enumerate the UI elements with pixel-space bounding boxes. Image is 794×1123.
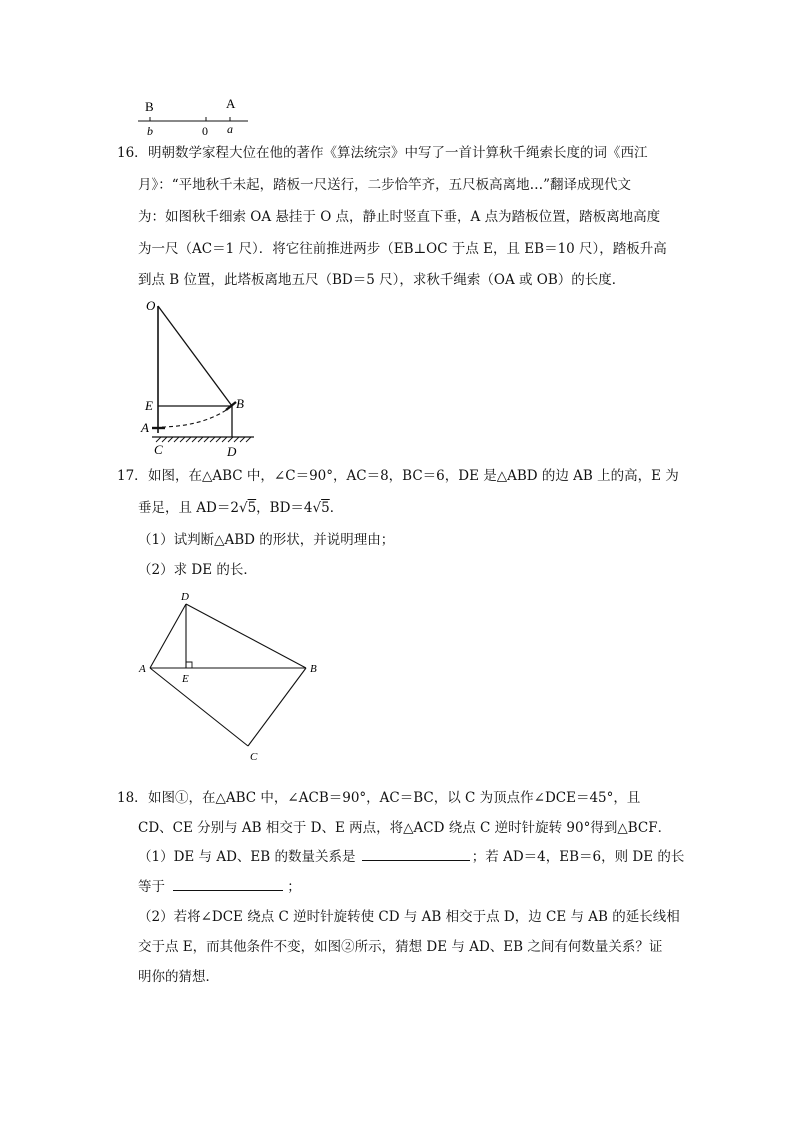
q16-line-4: 为一尺（AC＝1 尺）．将它往前推进两步（EB⊥OC 于点 E，且 EB＝10 尺），踏板升高: [138, 241, 667, 257]
label-D: D: [227, 444, 237, 459]
number-line-label-B: B: [145, 99, 154, 114]
q18-part-1-mid: ；若 AD＝4，EB＝6，则 DE 的长: [471, 849, 685, 865]
answer-blank-2[interactable]: [173, 876, 283, 891]
q17-line-2-pre: 垂足，且 AD＝2: [138, 500, 239, 516]
q17-quadrilateral-figure: [134, 586, 326, 766]
q17-sqrt-1: 5: [247, 500, 257, 516]
q18-part-2-line-1: （2）若将∠DCE 绕点 C 逆时针旋转使 CD 与 AB 相交于点 D，边 CE 与 AB 的延长线相: [138, 909, 680, 925]
q16-line-2: 月》：“平地秋千未起，踏板一尺送行，二步恰竿齐，五尺板高离地…”翻译成现代文: [138, 177, 632, 193]
segment-AC: [150, 668, 248, 746]
q17-line-2-mid: ，BD＝4: [256, 500, 313, 516]
segment-AD: [150, 604, 186, 668]
q17-line-1: 如图，在△ABC 中，∠C＝90°，AC＝8，BC＝6，DE 是△ABD 的边 AB 上的高，E 为: [148, 468, 679, 484]
answer-blank-1[interactable]: [362, 846, 470, 861]
number-line-tick-label-b: b: [147, 124, 153, 138]
number-line-figure: [130, 92, 260, 138]
q16-number: 16．: [117, 145, 148, 161]
label-D: D: [181, 591, 189, 603]
q17-sqrt-2: 5: [321, 500, 330, 516]
label-E: E: [145, 398, 153, 413]
q18-part-1-line-1: [138, 844, 684, 871]
q18-line-2: CD、CE 分别与 AB 相交于 D、E 两点，将△ACD 绕点 C 逆时针旋转 90°得到△BCF．: [138, 820, 672, 836]
q18-part-2-line-2: 交于点 E，而其他条件不变，如图②所示，猜想 DE 与 AD、EB 之间有何数量关系？证: [138, 939, 663, 955]
q18-part-1-line-2-label: 等于: [138, 879, 165, 895]
q17-line-2: [138, 495, 343, 522]
rope-OB: [158, 306, 232, 406]
number-line-tick-label-a: a: [227, 122, 233, 136]
label-A: A: [141, 420, 149, 435]
q18-number: 18．: [117, 790, 148, 806]
q18-part-1-line-2: [138, 874, 301, 901]
sqrt-symbol-2: √: [312, 500, 322, 516]
q16-line-1: 明朝数学家程大位在他的著作《算法统宗》中写了一首计算秋千绳索长度的词《西江: [148, 145, 648, 161]
q17-number: 17．: [117, 468, 148, 484]
q17-part-1: （1）试判断△ABD 的形状，并说明理由；: [138, 532, 395, 548]
label-B: B: [236, 396, 244, 411]
right-angle-mark: [186, 662, 192, 668]
ground-hatching: [156, 437, 251, 442]
label-C: C: [154, 442, 163, 457]
segment-CB: [248, 668, 306, 746]
label-B: B: [310, 663, 317, 675]
q17-line-2-post: ．: [329, 500, 344, 516]
q18-part-2-line-3: 明你的猜想．: [138, 969, 219, 985]
q17-part-2: （2）求 DE 的长．: [138, 562, 257, 578]
segment-DB: [186, 604, 306, 668]
q18-part-1-pre: （1）DE 与 AD、EB 的数量关系是: [138, 849, 356, 865]
q18-part-1-end: ；: [287, 879, 301, 895]
label-C: C: [250, 751, 258, 763]
label-A: A: [139, 663, 146, 675]
q16-line-3: 为：如图秋千细索 OA 悬挂于 O 点，静止时竖直下垂，A 点为踏板位置，踏板离地高度: [138, 209, 661, 225]
label-O: O: [146, 298, 156, 313]
swing-arc: [162, 406, 232, 427]
number-line-tick-label-0: 0: [202, 124, 208, 138]
label-E: E: [182, 673, 189, 685]
sqrt-symbol: √: [238, 500, 248, 516]
number-line-label-A: A: [226, 96, 236, 111]
q16-line-5: 到点 B 位置，此塔板离地五尺（BD＝5 尺），求秋千绳索（OA 或 OB）的长度．: [138, 272, 626, 288]
q16-swing-figure: [136, 294, 266, 464]
q18-line-1: 如图①，在△ABC 中，∠ACB＝90°，AC＝BC，以 C 为顶点作∠DCE＝45°，且: [148, 790, 641, 806]
